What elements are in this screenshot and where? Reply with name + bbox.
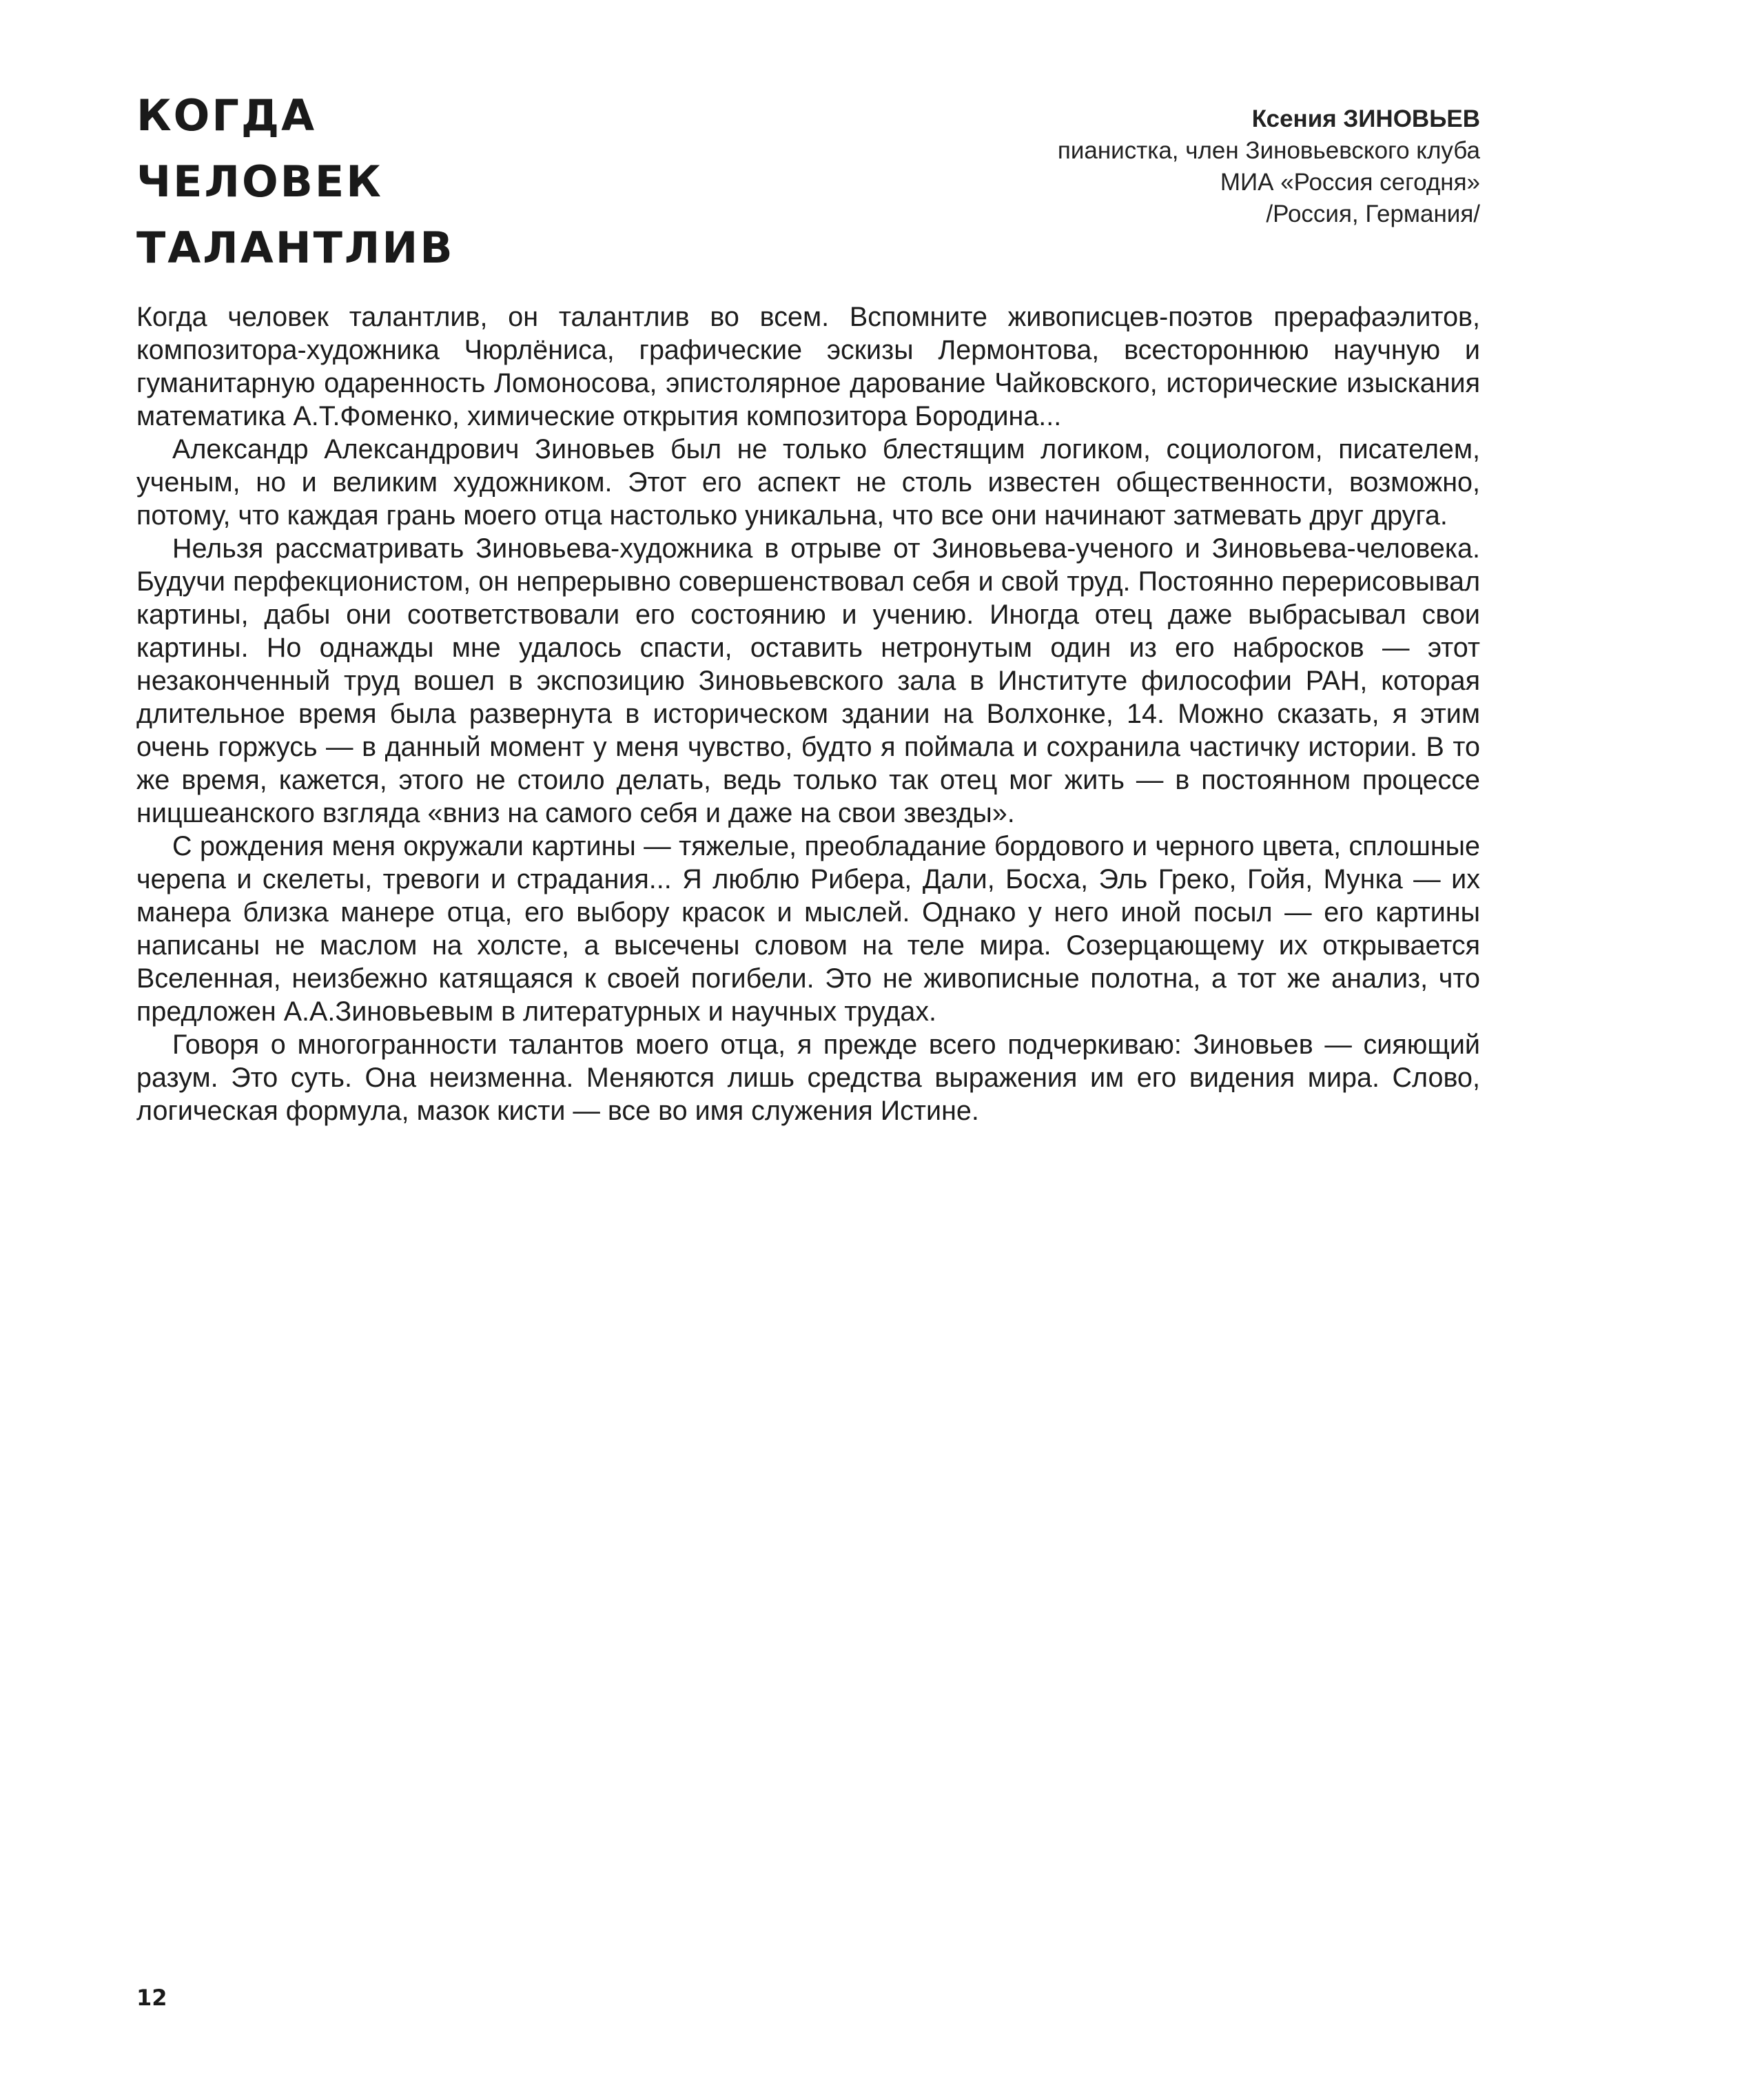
- author-countries: /Россия, Германия/: [1266, 201, 1480, 227]
- paragraph-1: Когда человек талантлив, он талантлив во всем. Вспомните живописцев-поэтов прерафаэлитов, композитора-художника Чюрлёниса, графические эскизы Лермонтова, всестороннюю научную и гуманитарную одаренность Ломоносова, эпистолярное дарование Чайковского, исторические изыскания математика А.Т.Фоменко, химические открытия композитора Бородина...: [136, 302, 1480, 431]
- author-organization: МИА «Россия сегодня»: [1220, 169, 1480, 196]
- author-name: Ксения ЗИНОВЬЕВ: [1251, 105, 1480, 132]
- page-number: 12: [136, 1985, 167, 2011]
- title-line-2: ЧЕЛОВЕК: [136, 156, 383, 207]
- paragraph-3: Нельзя рассматривать Зиновьева-художника в отрыве от Зиновьева-ученого и Зиновьева-человека. Будучи перфекционистом, он непрерывно совершенствовал себя и свой труд. Постоянно перерисовывал картины, дабы они соответствовали его состоянию и учению. Иногда отец даже выбрасывал свои картины. Но однажды мне удалось спасти, оставить нетронутым один из его набросков — этот незаконченный труд вошел в экспозицию Зиновьевского зала в Институте философии РАН, которая длительное время была развернута в историческом здании на Волхонке, 14. Можно сказать, я этим очень горжусь — в данный момент у меня чувство, будто я поймала и сохранила частичку истории. В то же время, кажется, этого не стоило делать, ведь только так отец мог жить — в постоянном процессе ницшеанского взгляда «вниз на самого себя и даже на свои звезды».: [136, 533, 1480, 828]
- article-title: [136, 83, 757, 281]
- article-body: [136, 300, 1480, 1127]
- paragraph-5: Говоря о многогранности талантов моего отца, я прежде всего подчеркиваю: Зиновьев — сияющий разум. Это суть. Она неизменна. Меняются лишь средства выражения им его видения мира. Слово, логическая формула, мазок кисти — все во имя служения Истине.: [136, 1030, 1480, 1126]
- author-role: пианистка, член Зиновьевского клуба: [1057, 137, 1480, 164]
- author-info: [860, 103, 1480, 230]
- paragraph-4: С рождения меня окружали картины — тяжелые, преобладание бордового и черного цвета, сплошные черепа и скелеты, тревоги и страдания... Я люблю Рибера, Дали, Босха, Эль Греко, Гойя, Мунка — их манера близка манере отца, его выбору красок и мыслей. Однако у него иной посыл — его картины написаны не маслом на холсте, а высечены словом на теле мира. Созерцающему их открывается Вселенная, неизбежно катящаяся к своей погибели. Это не живописные полотна, а тот же анализ, что предложен А.А.Зиновьевым в литературных и научных трудах.: [136, 831, 1480, 1027]
- paragraph-2: Александр Александрович Зиновьев был не только блестящим логиком, социологом, писателем, ученым, но и великим художником. Этот его аспект не столь известен общественности, возможно, потому, что каждая грань моего отца настолько уникальна, что все они начинают затмевать друг друга.: [136, 434, 1480, 531]
- title-line-1: КОГДА: [136, 90, 317, 141]
- title-line-3: ТАЛАНТЛИВ: [136, 223, 455, 273]
